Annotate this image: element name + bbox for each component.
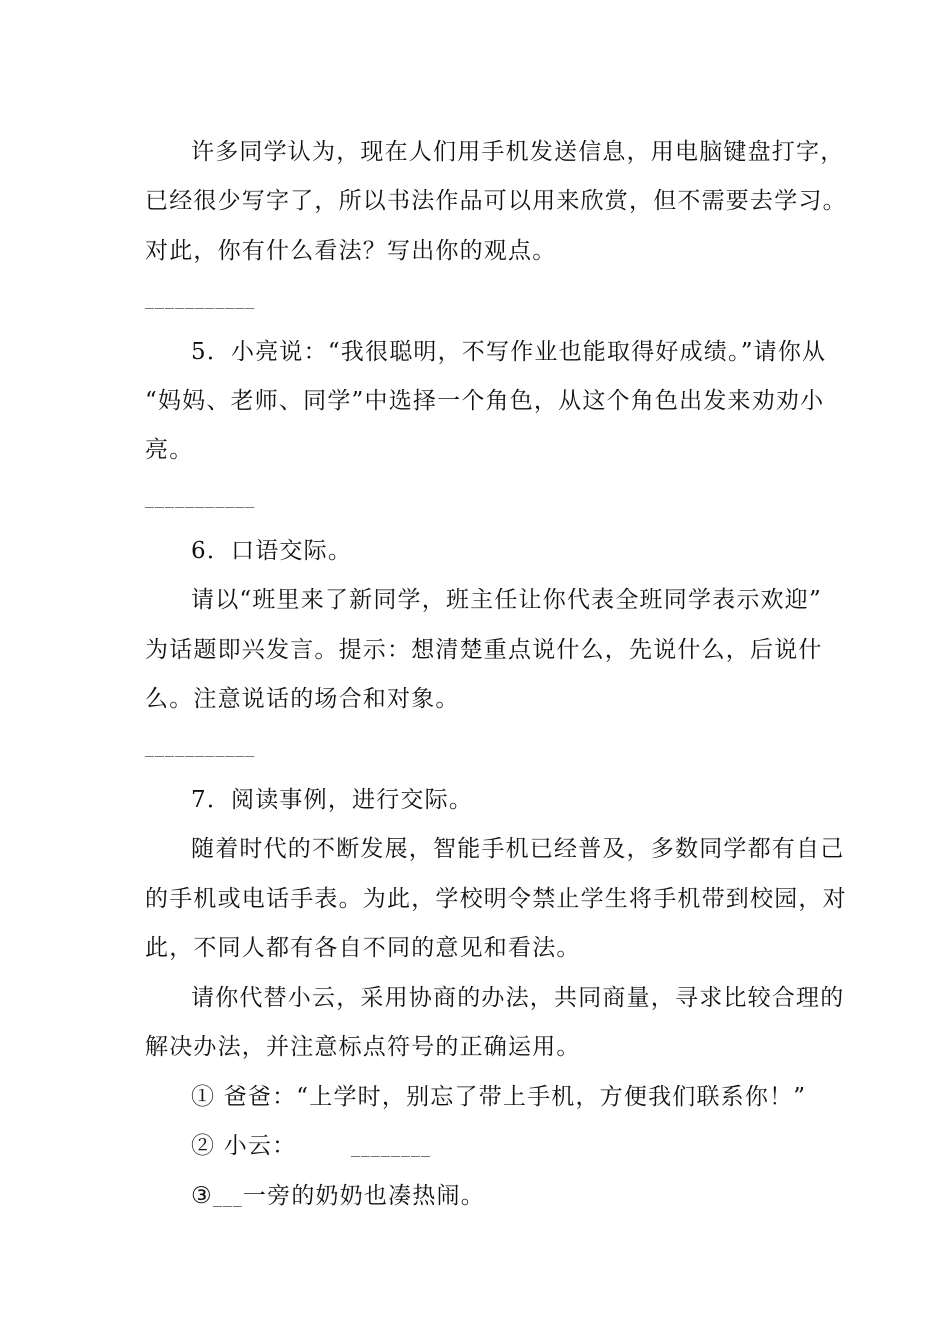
dialogue-item-3 [191,1181,485,1213]
answer-blank-line: ___________ [145,739,256,757]
answer-blank: ________ [350,1139,432,1157]
dialogue-item-2 [191,1131,431,1163]
answer-blank: ___ [212,1189,243,1207]
question-7-line: 的手机或电话手表。为此，学校明令禁止学生将手机带到校园，对 [145,886,847,912]
dialogue-item-1: ① 爸爸：“上学时，别忘了带上手机，方便我们联系你！” [191,1084,807,1110]
question-5-line: “妈妈、老师、同学”中选择一个角色，从这个角色出发来劝劝小 [145,388,825,414]
question-7-line: 请你代替小云，采用协商的办法，共同商量，寻求比较合理的 [191,985,845,1011]
dialogue-item-2-label: ② 小云： [191,1133,297,1159]
question-7-line: 解决办法，并注意标点符号的正确运用。 [145,1034,581,1060]
dialogue-item-3-text: 一旁的奶奶也凑热闹。 [242,1183,485,1209]
dialogue-item-3-prefix: ③ [191,1183,213,1209]
question-5-line: 5．小亮说：“我很聪明，不写作业也能取得好成绩。”请你从 [191,339,827,365]
paragraph-line: 许多同学认为，现在人们用手机发送信息，用电脑键盘打字， [191,139,845,165]
question-7-title: 7．阅读事例，进行交际。 [191,787,474,813]
paragraph-line: 对此，你有什么看法？写出你的观点。 [145,238,557,264]
question-5-line: 亮。 [145,437,194,463]
question-6-line: 请以“班里来了新同学，班主任让你代表全班同学表示欢迎” [191,587,822,613]
question-6-line: 么。注意说话的场合和对象。 [145,686,460,712]
answer-blank-line: ___________ [145,291,256,309]
paragraph-line: 已经很少写字了，所以书法作品可以用来欣赏，但不需要去学习。 [145,188,847,214]
question-7-line: 随着时代的不断发展，智能手机已经普及，多数同学都有自己 [191,836,845,862]
question-6-line: 为话题即兴发言。提示：想清楚重点说什么，先说什么，后说什 [145,637,823,663]
answer-blank-line: ___________ [145,490,256,508]
question-6-title: 6．口语交际。 [191,538,353,564]
question-7-line: 此，不同人都有各自不同的意见和看法。 [145,935,581,961]
